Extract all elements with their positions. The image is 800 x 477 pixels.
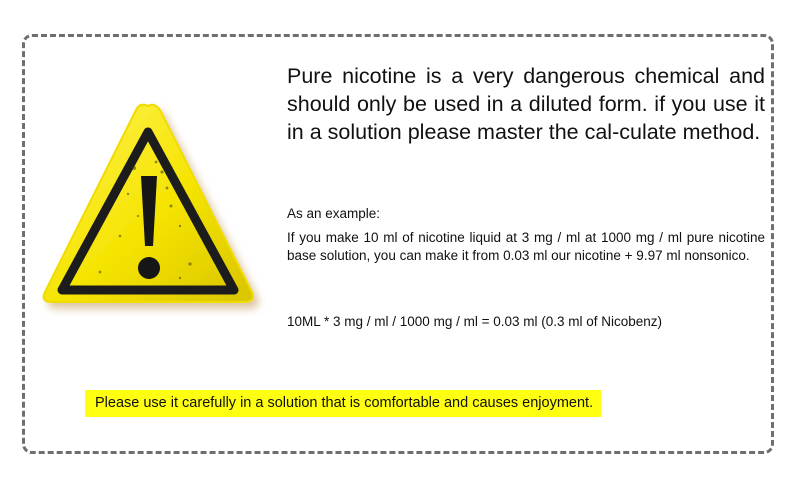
highlighted-notice: Please use it carefully in a solution that is comfortable and causes enjoyment.	[85, 390, 601, 417]
warning-headline: Pure nicotine is a very dangerous chemical and should only be used in a diluted form. if you use it in a solution please master the cal-culate method.	[287, 64, 765, 144]
example-body: If you make 10 ml of nicotine liquid at 3 mg / ml at 1000 mg / ml pure nicotine base solution, you can make it from 0.03 ml our nicotine + 9.97 ml nonsonico.	[287, 230, 765, 263]
example-title: As an example:	[287, 206, 381, 221]
warning-triangle-icon	[30, 96, 266, 316]
dilution-formula: 10ML * 3 mg / ml / 1000 mg / ml = 0.03 ml (0.3 ml of Nicobenz)	[287, 314, 663, 329]
